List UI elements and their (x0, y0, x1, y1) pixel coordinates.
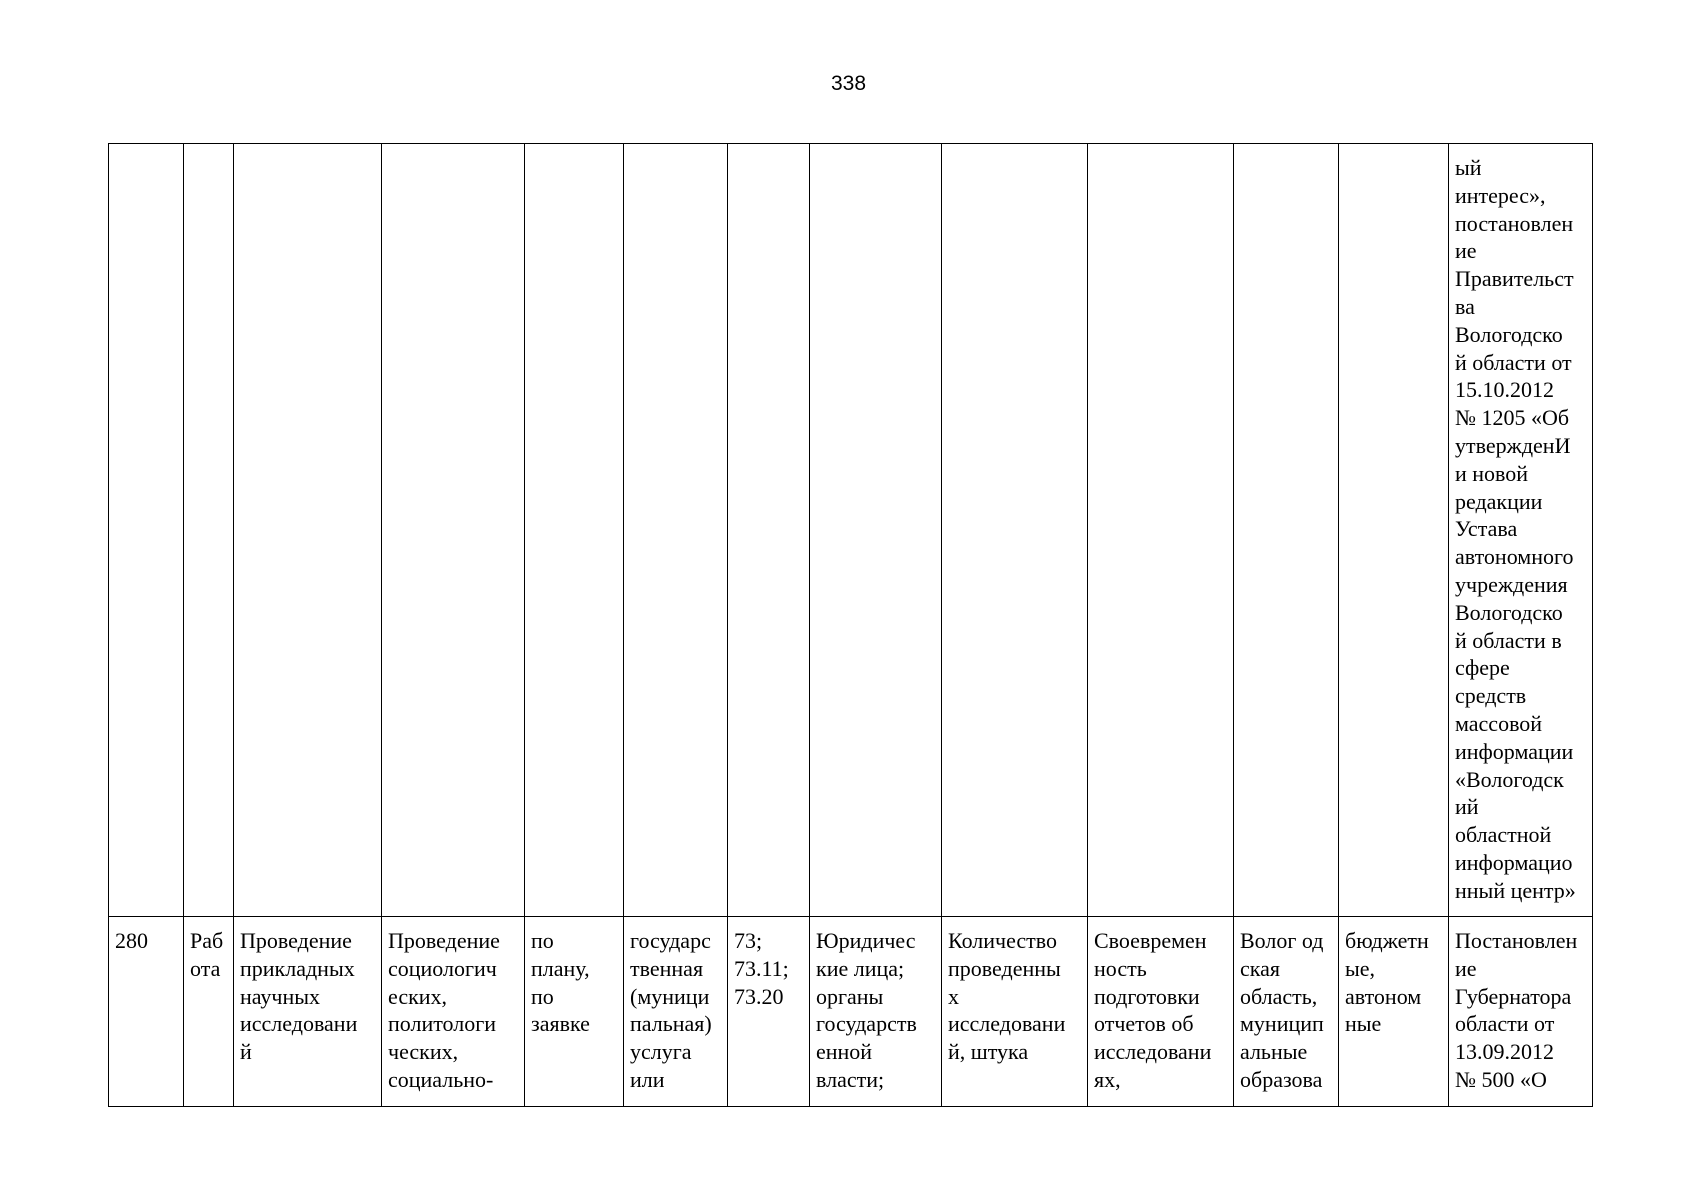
legal-basis-text (1455, 154, 1586, 905)
legal-basis-line: учреждения (1455, 571, 1568, 597)
legal-basis-line: сфере (1455, 655, 1510, 681)
legal-basis-line: й области в (1455, 627, 1562, 653)
content-cell: Проведение социологич еских, политологи ческих, социально- (382, 917, 525, 1107)
legal-basis-line: и новой (1455, 460, 1529, 486)
table-cell (624, 144, 728, 917)
quality-indicator-cell: Своевремен ность подготовки отчетов об исследовани ях, (1088, 917, 1234, 1107)
institution-type-cell: бюджетн ые, автоном ные (1339, 917, 1449, 1107)
table-row (109, 144, 1593, 917)
legal-basis-line: й области от (1455, 349, 1572, 375)
table-cell (728, 144, 810, 917)
legal-basis-line: утвержденИ (1455, 432, 1571, 458)
legal-basis-line: Устава (1455, 516, 1518, 542)
table-cell (1234, 144, 1339, 917)
consumers-cell: Юридичес кие лица; органы государств енной власти; (810, 917, 942, 1107)
row-number-cell: 280 (109, 917, 184, 1107)
legal-basis-line: «Вологодск (1455, 766, 1564, 792)
type-cell: Раб ота (184, 917, 234, 1107)
legal-basis-line: ий (1455, 794, 1479, 820)
legal-basis-line: ие (1455, 238, 1477, 264)
legal-basis-line: Правительст (1455, 266, 1574, 292)
legal-basis-cell (1449, 144, 1593, 917)
okved-cell: 73; 73.11; 73.20 (728, 917, 810, 1107)
table-cell (1339, 144, 1449, 917)
legal-basis-line: ва (1455, 293, 1475, 319)
page-number: 338 (830, 72, 867, 95)
table-cell (1088, 144, 1234, 917)
legal-basis-line: средств (1455, 683, 1527, 709)
legal-basis-line: информацио (1455, 849, 1573, 875)
legal-basis-line: Вологодско (1455, 321, 1563, 347)
table-cell (234, 144, 382, 917)
legal-basis-line: Вологодско (1455, 599, 1563, 625)
table-cell (942, 144, 1088, 917)
legal-basis-line: № 1205 «Об (1455, 405, 1570, 431)
legal-basis-line: массовой (1455, 710, 1543, 736)
legal-basis-line: автономного (1455, 544, 1574, 570)
service-kind-cell: государс твенная (муници пальная) услуга или (624, 917, 728, 1107)
legal-basis-line: редакции (1455, 488, 1543, 514)
legal-basis-line: постановлен (1455, 210, 1574, 236)
table-cell (525, 144, 624, 917)
volume-indicator-cell: Количество проведенны х исследовани й, штука (942, 917, 1088, 1107)
conditions-cell: по плану, по заявке (525, 917, 624, 1107)
legal-basis-line: информации (1455, 738, 1574, 764)
table-row (109, 917, 1593, 1107)
legal-basis-line: областной (1455, 822, 1552, 848)
legal-basis-line: нный центр» (1455, 877, 1576, 903)
table-cell (109, 144, 184, 917)
table-cell (184, 144, 234, 917)
name-cell: Проведение прикладных научных исследовани й (234, 917, 382, 1107)
table-cell (382, 144, 525, 917)
legal-basis-line: 15.10.2012 (1455, 377, 1554, 403)
legal-basis-line: ый (1455, 155, 1482, 180)
table-cell (810, 144, 942, 917)
territory-cell: Волог од ская область, муницип альные образова (1234, 917, 1339, 1107)
registry-table (108, 143, 1593, 1107)
legal-basis-cell: Постановлен ие Губернатора области от 13.09.2012 № 500 «О (1449, 917, 1593, 1107)
legal-basis-line: интерес», (1455, 182, 1546, 208)
